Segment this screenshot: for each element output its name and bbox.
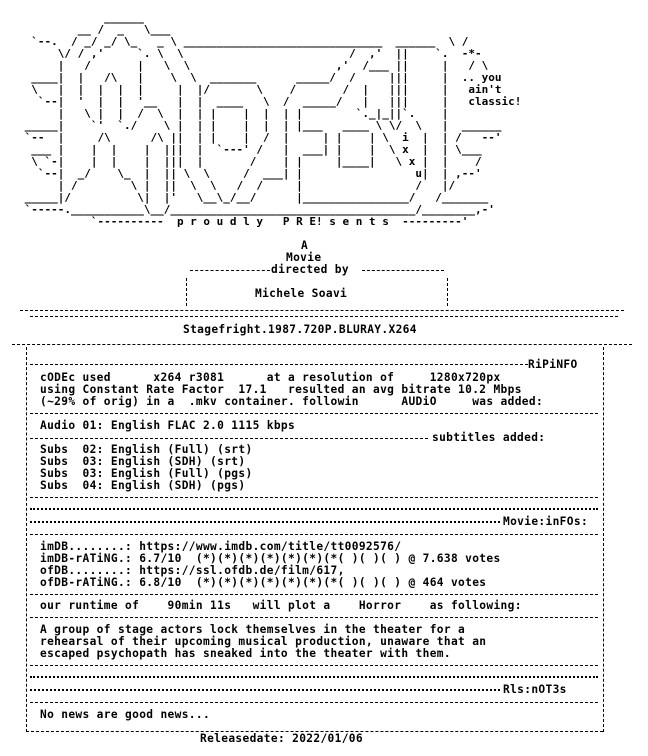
notes-rule (30, 702, 598, 703)
audio-track: Audio 01: English FLAC 2.0 1115 kbps (40, 419, 296, 432)
subtitle-line-3: Subs 03: English (Full) (pgs) (40, 467, 253, 480)
subtitle-line-1: Subs 02: English (Full) (srt) (40, 443, 253, 456)
divider-right (362, 270, 444, 271)
dotted-band-3 (30, 676, 598, 678)
dotted-band-2 (30, 521, 500, 523)
movieinfo-rule (30, 534, 598, 535)
plot-line-1: A group of stage actors lock themselves in the theater for a (40, 623, 466, 636)
notes-line: No news are good news... (40, 708, 211, 721)
audio-rule (30, 413, 598, 414)
ofdb-rating-line: ofDB-rATiNG.: 6.8/10 (*)(*)(*)(*)(*)(*)(*( )( )( ) @ 464 votes (40, 576, 487, 589)
divider-wide-2 (30, 316, 618, 317)
runtime-line: our runtime of 90min 11s will plot a Horror as following: (40, 599, 522, 612)
section-rule-2 (30, 665, 598, 666)
plot-line-3: escaped psychopath has sneaked into the theater with them. (40, 647, 451, 660)
ripinfo-line-3: (~29% of orig) in a .mkv container. followin AUDiO was added: (40, 395, 544, 408)
ripinfo-line-2: using Constant Rate Factor 17.1 resulted an avg bitrate 10.2 Mbps (40, 383, 522, 396)
movieinfo-heading: Movie:inFOs: (503, 515, 589, 528)
subtitles-heading: subtitles added: (432, 431, 546, 444)
a-label: A (301, 239, 309, 252)
ascii-logo: ______ __ / _ \___ `--. / _/ _/ \_ _ \ ______________________________ ______ \ / \/ / ,' `. \ \ / ,' || `. -*- | / | \ \ ,' /___ || | / \ ____| | /\ | \ \ _______ _____/ / ||| | .. you \ | | | | | | |/ \ / / | ||| | ain't `--| ' | | '__ | | ____ \ / _____/ | ||| | classic! | \ | | / \ | | | | | | | `._|_||`. | _____| `' `./ \ | | | | | | |___ ____ \ \/ \ | ______ `-- | /\ /\ || | | | / | | | | \ i | | / --' ___ | | | | ||| | `---' / | ___| | | \ x | | \___ \ `-| | | | ||| | / | | |____| \ x | | / `--| _/ \_ | || \ \ / ___| | u| | ,--' | / \ | || \ \ / / | / |/ _____|/ \| |' \__\_/__/ |________________/ /_______ `-----.___________\__/_____________________________________/________,-' `---------- p r o u d l y P R E! s e n t s ---------' (24, 11, 522, 228)
release-name: Stagefright.1987.720P.BLURAY.X264 (183, 323, 417, 336)
imdb-rating-line: imDB-rATiNG.: 6.7/10 (*)(*)(*)(*)(*)(*)(*( )( )( ) @ 7.638 votes (40, 552, 501, 565)
plot-rule (30, 617, 598, 618)
ofdb-line: ofDB........: https://ssl.ofdb.de/film/617, (40, 564, 345, 577)
dotted-band-4 (30, 689, 500, 691)
section-rule-1 (30, 497, 598, 498)
director-name: Michele Soavi (255, 287, 348, 300)
subtitle-line-2: Subs 03: English (SDH) (srt) (40, 455, 246, 468)
ripinfo-rule (30, 364, 528, 365)
movie-label: Movie (286, 251, 322, 264)
ripinfo-line-1: cODEc used x264 r3081 at a resolution of 1280x720px (40, 371, 501, 384)
subtitles-rule (30, 438, 428, 439)
plot-line-2: rehearsal of their upcoming musical production, unaware that an (40, 635, 487, 648)
runtime-rule (30, 594, 598, 595)
directed-by-label: directed by (271, 263, 349, 276)
release-date: Releasedate: 2022/01/06 (200, 732, 363, 745)
imdb-line: imDB........: https://www.imdb.com/title/tt0092576/ (40, 540, 402, 553)
divider-left (190, 270, 270, 271)
subtitle-line-4: Subs 04: English (SDH) (pgs) (40, 479, 246, 492)
notes-heading: Rls:nOT3s (503, 683, 567, 696)
divider-wide (20, 310, 624, 311)
dotted-band-1 (30, 508, 598, 510)
box-top-rule (12, 344, 632, 345)
ripinfo-heading: RiPiNFO (528, 358, 578, 371)
